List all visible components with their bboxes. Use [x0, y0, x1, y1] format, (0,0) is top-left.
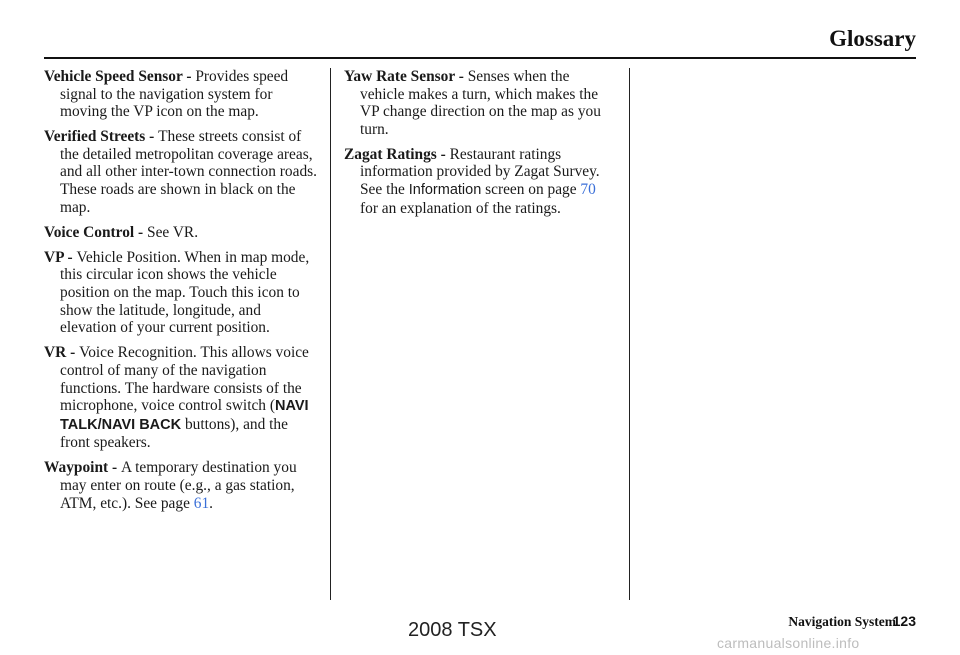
term-label: Zagat Ratings -	[344, 145, 450, 163]
page-link-70[interactable]: 70	[580, 181, 596, 199]
term-label: Vehicle Speed Sensor -	[44, 68, 196, 85]
header-rule	[44, 57, 916, 59]
term-label: Yaw Rate Sensor -	[344, 68, 468, 85]
footer-model-label: 2008 TSX	[408, 619, 497, 641]
entry-zagat-ratings	[344, 146, 612, 217]
glossary-right-column	[344, 68, 612, 225]
column-divider-left	[330, 68, 331, 600]
definition-text: Provides speed signal to the navigation system for moving the VP icon on the map.	[60, 68, 289, 121]
screen-name-information: Information	[408, 182, 482, 199]
glossary-left-column	[44, 68, 320, 520]
column-divider-right	[629, 68, 630, 600]
watermark: carmanualsonline.info	[717, 635, 860, 651]
definition-text: These streets consist of the detailed metropolitan coverage areas, and all other inter-town connection roads. These roads are shown in black on the map.	[60, 128, 317, 216]
entry-verified-streets	[44, 128, 320, 216]
entry-waypoint	[44, 459, 320, 512]
term-label: Voice Control -	[44, 223, 148, 241]
term-label: Verified Streets -	[44, 128, 159, 146]
entry-vp	[44, 249, 320, 337]
entry-voice-control	[44, 224, 320, 242]
definition-text: Voice Recognition. This allows voice control of many of the navigation functions. The hardware consists of the microphone, voice control switch (	[60, 344, 309, 415]
definition-text: A temporary destination you may enter on route (e.g., a gas station, ATM, etc.). See page	[60, 459, 297, 512]
entry-yaw-rate-sensor	[344, 68, 612, 138]
term-label: Waypoint -	[44, 459, 121, 477]
definition-text-end: buttons), and the front speakers.	[60, 415, 288, 452]
button-name-navi-talk: NAVI TALK/NAVI BACK	[60, 398, 309, 433]
term-label: VR -	[44, 344, 80, 362]
definition-text: Senses when the vehicle makes a turn, which makes the VP change direction on the map as you turn.	[360, 68, 601, 138]
definition-text-end: for an explanation of the ratings.	[360, 199, 561, 217]
definition-text-end: .	[209, 494, 214, 512]
page-number: 123	[892, 613, 916, 629]
page-title: Glossary	[829, 26, 916, 51]
term-label: VP -	[44, 248, 77, 266]
definition-text: Vehicle Position. When in map mode, this circular icon shows the vehicle position on the map. Touch this icon to show the latitude, longitude, and elevation of your current position.	[60, 248, 310, 337]
entry-vehicle-speed-sensor	[44, 68, 320, 121]
footer-section-title: Navigation System	[788, 614, 896, 629]
entry-vr	[44, 344, 320, 452]
definition-text-middle: screen on page	[481, 181, 581, 199]
definition-text: See VR.	[147, 223, 199, 241]
page-link-61[interactable]: 61	[193, 494, 210, 512]
definition-text: Restaurant ratings information provided by Zagat Survey. See the	[360, 145, 600, 199]
